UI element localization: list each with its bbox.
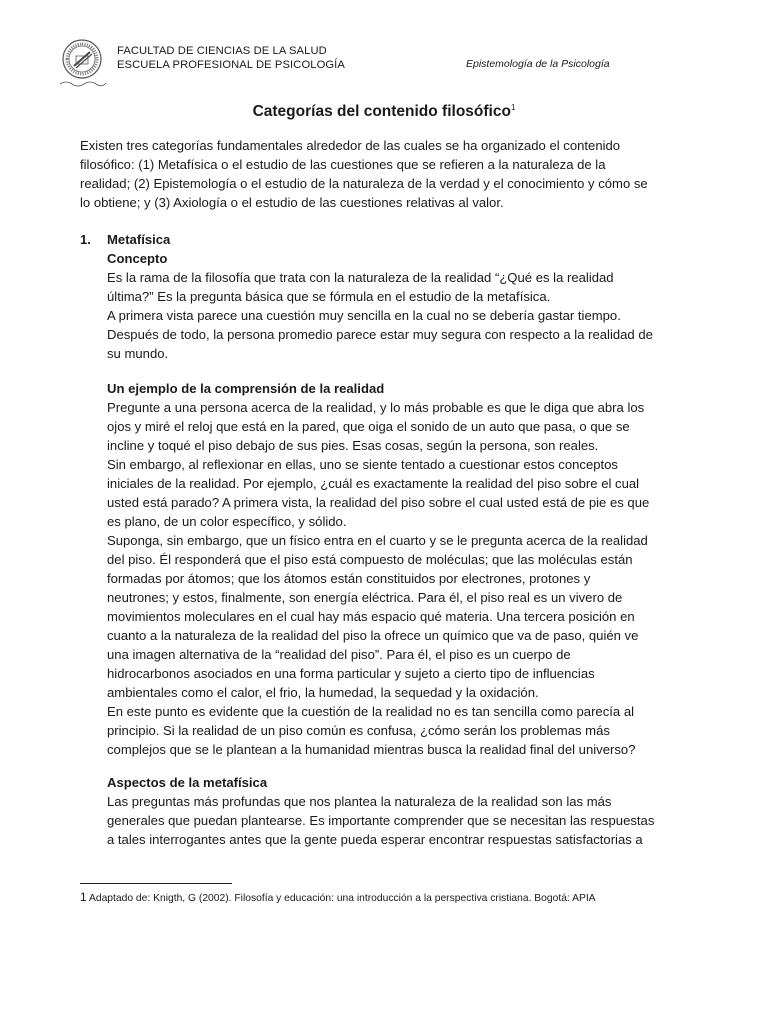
- paragraph-line: ambientales como el calor, el frio, la humedad, la sequedad y la oxidación.: [107, 685, 539, 700]
- paragraph-line: incline y toqué el piso debajo de sus pies. Esas cosas, según la persona, son reales.: [107, 438, 599, 453]
- intro-line: filosófico: (1) Metafísica o el estudio de las cuestiones que se refieren a la naturaleza de la: [80, 157, 606, 172]
- paragraph-line: ojos y miré el reloj que está en la pared, que oiga el sonido de un auto que pasa, o que se: [107, 419, 630, 434]
- school-name: ESCUELA PROFESIONAL DE PSICOLOGÍA: [117, 59, 345, 71]
- title-text: Categorías del contenido filosófico: [252, 103, 511, 121]
- list-number: 1.: [80, 232, 91, 247]
- paragraph-line: es plano, de un color específico, y sólido.: [107, 514, 347, 529]
- page-title: [0, 103, 768, 121]
- paragraph-line: una imagen alternativa de la “realidad del piso”. Para él, el piso es un cuerpo de: [107, 647, 571, 662]
- paragraph-line: hidrocarbonos asociados en una forma particular y sujeto a cierto tipo de influencias: [107, 666, 595, 681]
- header-institution: [117, 44, 345, 72]
- footnote-number: 1: [80, 890, 87, 904]
- footnote: [80, 890, 596, 906]
- intro-line: lo obtiene; y (3) Axiología o el estudio de las cuestiones relativas al valor.: [80, 195, 504, 210]
- paragraph-line: Pregunte a una persona acerca de la realidad, y lo más probable es que le diga que abra los: [107, 400, 645, 415]
- faculty-name: FACULTAD DE CIENCIAS DE LA SALUD: [117, 45, 327, 57]
- paragraph-line: Después de todo, la persona promedio parece estar muy segura con respecto a la realidad de: [107, 327, 653, 342]
- paragraph-line: formadas por átomos; que los átomos están constituidos por electrones, protones y: [107, 571, 591, 586]
- footnote-text: Adaptado de: Knigth, G (2002). Filosofía y educación: una introducción a la perspectiva cristiana. Bogotá: APIA: [88, 893, 596, 904]
- paragraph-line: iniciales de la realidad. Por ejemplo, ¿cuál es exactamente la realidad del piso sobre el cual: [107, 476, 640, 491]
- paragraph-line: a tales interrogantes antes que la gente pueda esperar encontrar respuestas satisfactorias a: [107, 832, 643, 847]
- paragraph-line: Sin embargo, al reflexionar en ellas, uno se siente tentado a cuestionar estos conceptos: [107, 457, 618, 472]
- footnote-separator: [80, 883, 232, 884]
- university-seal-logo: [50, 38, 114, 90]
- intro-paragraph: [80, 136, 700, 212]
- section-heading: Un ejemplo de la comprensión de la realidad: [107, 381, 385, 396]
- paragraph-line: Suponga, sin embargo, que un físico entra en el cuarto y se le pregunta acerca de la realidad: [107, 533, 648, 548]
- section-metafisica: [107, 230, 695, 363]
- paragraph-line: Las preguntas más profundas que nos plantea la naturaleza de la realidad son las más: [107, 794, 612, 809]
- section-heading: Metafísica: [107, 232, 171, 247]
- paragraph-line: complejos que se le plantean a la humanidad mientras busca la realidad final del universo?: [107, 742, 636, 757]
- title-footnote-mark: 1: [510, 103, 516, 112]
- paragraph-line: cuanto a la naturaleza de la realidad del piso la ofrece un químico que va de paso, quién ve: [107, 628, 639, 643]
- paragraph-line: usted está parado? A primera vista, la realidad del piso sobre el cual usted está de pie es que: [107, 495, 650, 510]
- paragraph-line: En este punto es evidente que la cuestión de la realidad no es tan sencilla como parecía al: [107, 704, 635, 719]
- paragraph-line: su mundo.: [107, 346, 169, 361]
- section-subheading: Concepto: [107, 251, 168, 266]
- paragraph-line: del piso. Él responderá que el piso está compuesto de moléculas; que las moléculas están: [107, 552, 633, 567]
- course-name: Epistemología de la Psicología: [466, 58, 610, 70]
- paragraph-line: A primera vista parece una cuestión muy sencilla en la cual no se debería gastar tiempo.: [107, 308, 621, 323]
- paragraph-line: Es la rama de la filosofía que trata con la naturaleza de la realidad “¿Qué es la realidad: [107, 270, 614, 285]
- paragraph-line: generales que puedan plantearse. Es importante comprender que se necesitan las respuestas: [107, 813, 655, 828]
- intro-line: Existen tres categorías fundamentales alrededor de las cuales se ha organizado el contenido: [80, 138, 621, 153]
- paragraph-line: movimientos moleculares en el cual hay más espacio qué materia. Una tercera posición en: [107, 609, 635, 624]
- paragraph-line: principio. Si la realidad de un piso común es confusa, ¿cómo serán los problemas más: [107, 723, 610, 738]
- section-heading: Aspectos de la metafísica: [107, 775, 268, 790]
- section-ejemplo: [107, 379, 695, 759]
- section-aspectos: [107, 773, 695, 849]
- paragraph-line: neutrones; y estos, finalmente, son energía eléctrica. Para él, el piso real es un vivero de: [107, 590, 623, 605]
- intro-line: realidad; (2) Epistemología o el estudio de la naturaleza de la verdad y el conocimiento y cómo se: [80, 176, 648, 191]
- paragraph-line: última?” Es la pregunta básica que se fórmula en el estudio de la metafísica.: [107, 289, 551, 304]
